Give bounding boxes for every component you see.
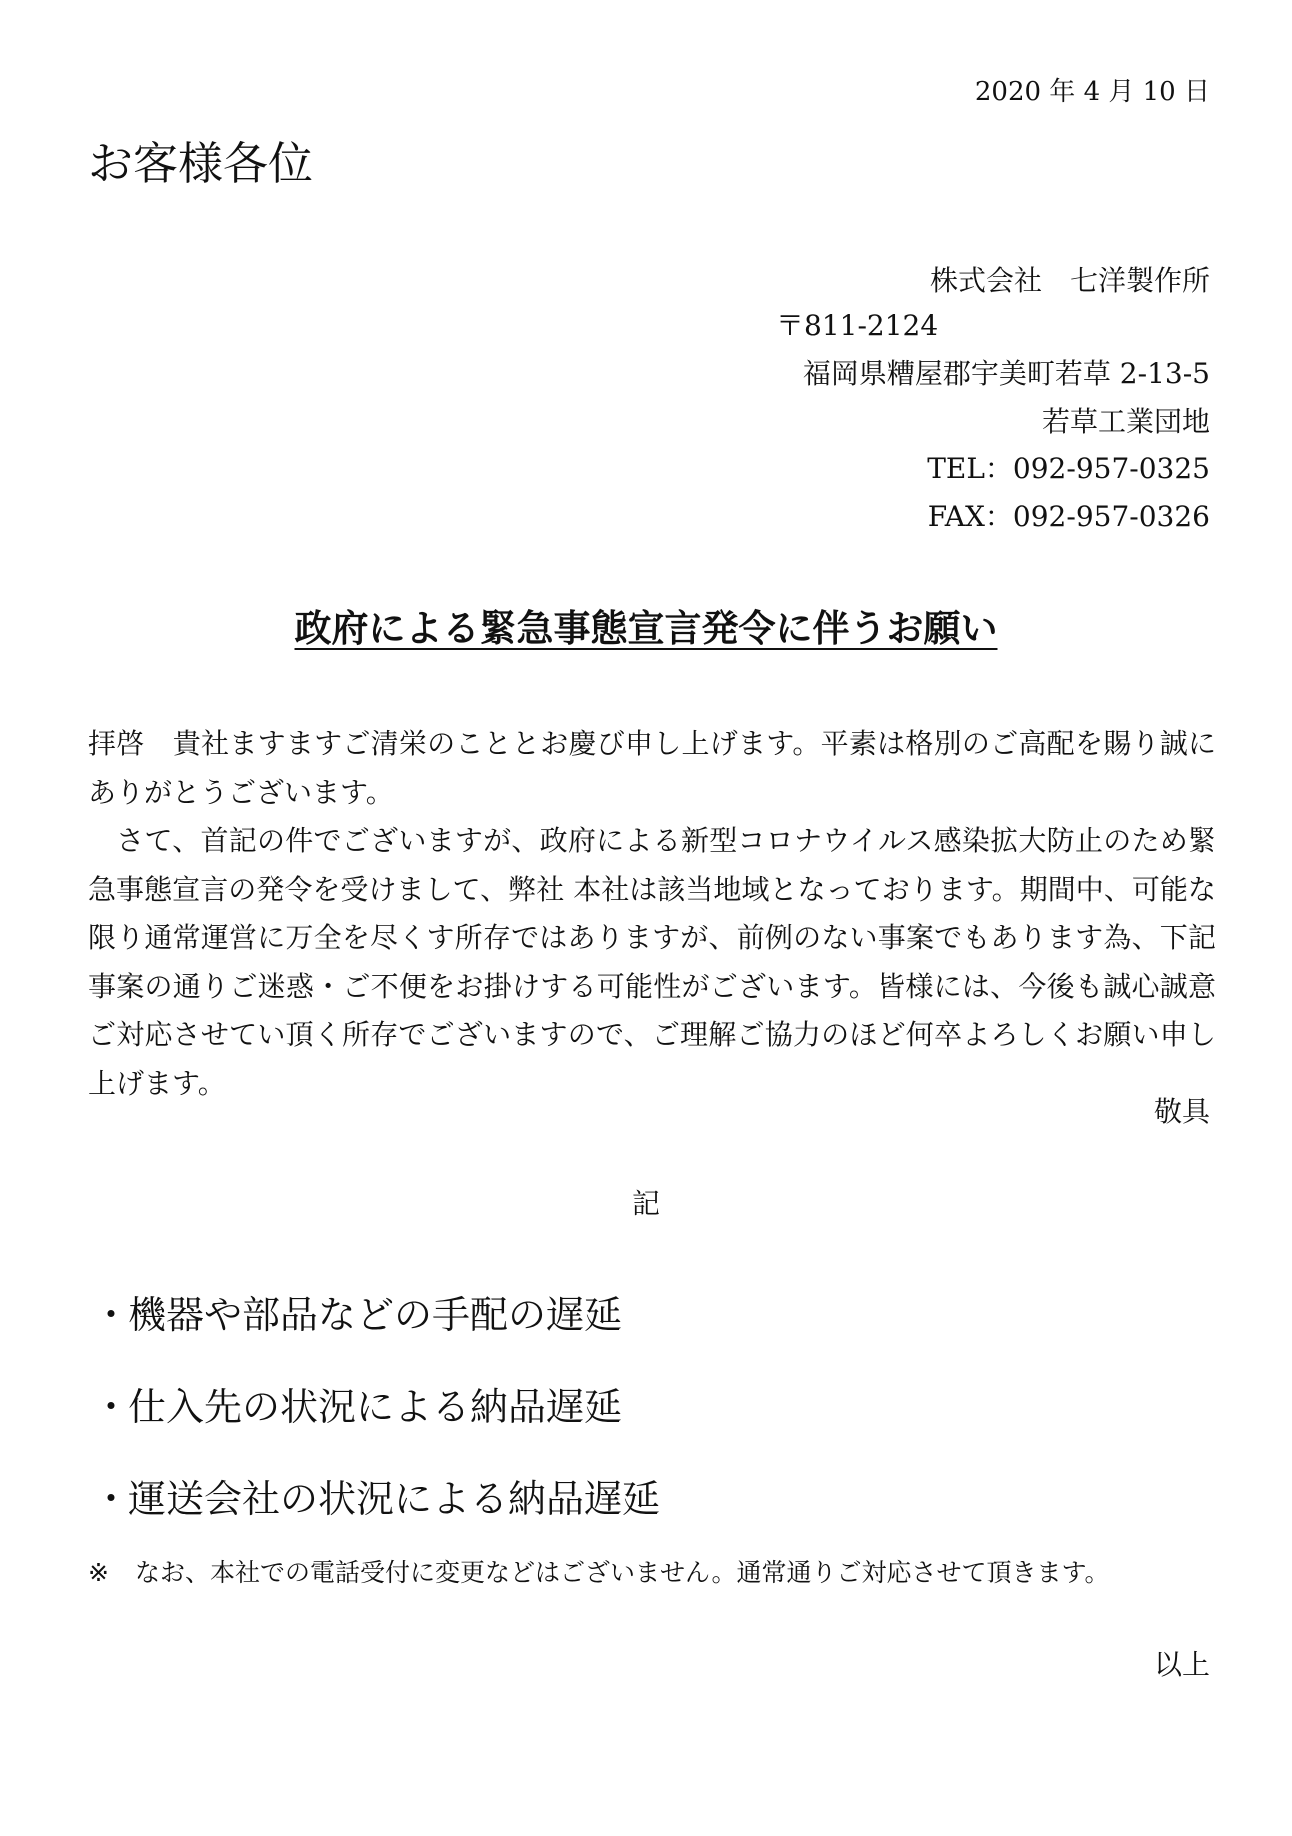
list-item-text: 運送会社の状況による納品遅延 — [128, 1477, 661, 1521]
sender-company: 株式会社 七洋製作所 — [929, 264, 1210, 297]
note — [88, 1554, 1109, 1592]
ki-heading: 記 — [631, 1187, 660, 1220]
body-paragraph-main: さて、首記の件でございますが、政府による新型コロナウイルス感染拡大防止のため緊急事態宣言の発令を受けまして、弊社 本社は該当地域となっております。期間中、可能な限り通常運営に万全を尽くす所存ではありますが、前例のない事案でもあります為、下記事案の通りご迷惑・ご不便をお掛けする可能性がございます。皆様には、今後も誠心誠意ご対応させてい頂く所存でございますので、ご理解ご協力のほど何卒よろしくお願い申し上げます。 — [88, 824, 1216, 1100]
note-mark: ※ — [88, 1558, 109, 1587]
list-item-text: 仕入先の状況による納品遅延 — [128, 1385, 623, 1429]
bullet-mark: ・ — [92, 1385, 131, 1429]
end-mark: 以上 — [1153, 1648, 1210, 1681]
bullet-mark: ・ — [92, 1477, 131, 1521]
sender-postal-code: 〒811-2124 — [776, 309, 939, 342]
list-item — [92, 1474, 660, 1524]
sender-telephone: TEL：092-957-0325 — [927, 452, 1210, 485]
letter-date: 2020 年 4 月 10 日 — [974, 77, 1210, 107]
list-item-text: 機器や部品などの手配の遅延 — [128, 1293, 623, 1337]
bullet-mark: ・ — [92, 1293, 131, 1337]
body-paragraph-greeting: 拝啓 貴社ますますご清栄のこととお慶び申し上げます。平素は格別のご高配を賜り誠にありがとうございます。 — [88, 727, 1216, 809]
note-text: なお、本社での電話受付に変更などはございません。通常通りご対応させて頂きます。 — [134, 1558, 1110, 1587]
closing-keigu: 敬具 — [1153, 1095, 1210, 1128]
list-item — [92, 1382, 660, 1432]
list-item — [92, 1290, 660, 1340]
letter-body — [88, 720, 1216, 1108]
document-title — [0, 604, 1292, 654]
document-title-text: 政府による緊急事態宣言発令に伴うお願い — [294, 607, 998, 650]
delay-item-list — [92, 1290, 660, 1566]
sender-address-line-2: 若草工業団地 — [1041, 405, 1210, 438]
sender-fax: FAX：092-957-0326 — [927, 500, 1210, 533]
salutation: お客様各位 — [88, 137, 314, 190]
sender-address-line-1: 福岡県糟屋郡宇美町若草 2-13-5 — [802, 357, 1210, 390]
